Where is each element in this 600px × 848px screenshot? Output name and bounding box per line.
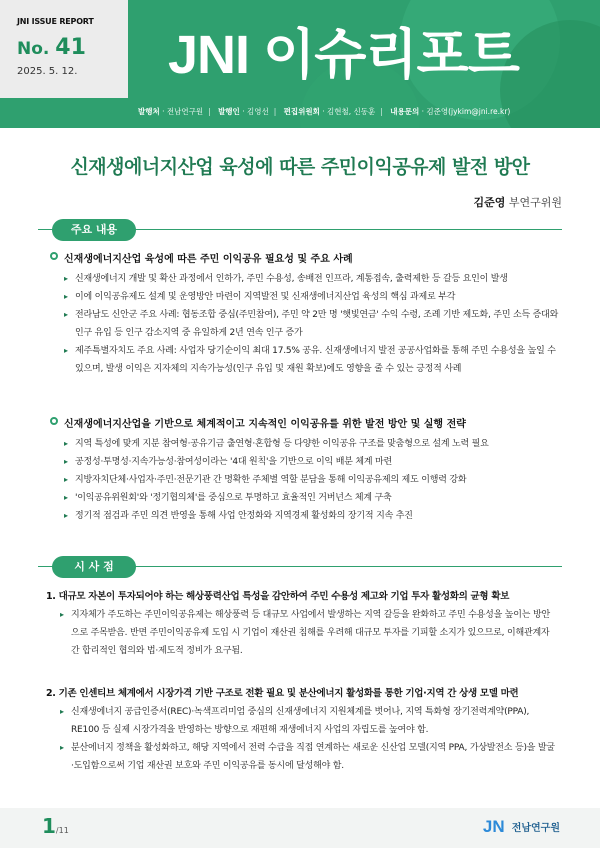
meta-editors: 편집위원회 · 김현철, 신동훈 xyxy=(283,107,376,116)
list-item: ▸ '이익공유위원회'와 '정기협의체'를 중심으로 투명하고 효율적인 거버넌스 체계 구축 xyxy=(64,489,560,507)
issue-info-panel xyxy=(0,0,128,98)
issue-date: 2025. 5. 12. xyxy=(17,66,78,77)
page-current: 1 xyxy=(42,814,56,838)
summary-group-2 xyxy=(50,415,560,525)
bullet-circle-icon xyxy=(50,417,58,425)
bullet-list xyxy=(46,606,556,660)
implication-title: 1. 대규모 자본이 투자되어야 하는 해상풍력산업 특성을 감안하여 주민 수용성 제고와 기업 투자 활성화의 균형 확보 xyxy=(46,591,510,602)
list-item: ▸ 지역 특성에 맞게 지분 참여형·공유기금 출연형·혼합형 등 다양한 이익공유 구조를 맞춤형으로 설계 노력 필요 xyxy=(64,435,560,453)
list-item: ▸ 신재생에너지 개발 및 확산 과정에서 인하가, 주민 수용성, 송배전 인프라, 계통접속, 출력제한 등 갈등 요인이 발생 xyxy=(64,270,560,288)
publication-meta: 발행처 · 전남연구원 | 발행인 · 김영선 | 편집위원회 · 김현철, 신동훈 | 내용문의 · 김준영(jykim@jni.re.kr) xyxy=(138,107,511,116)
implication-1 xyxy=(46,588,556,660)
meta-contact: 내용문의 · 김준영(jykim@jni.re.kr) xyxy=(390,107,511,116)
bullet-list xyxy=(50,435,560,525)
list-item: ▸ 신재생에너지 공급인증서(REC)·녹색프리미엄 중심의 신재생에너지 지원체계를 벗어나, 지역 특화형 장기전력계약(PPA), RE100 등 실제 시장가격을 반영하는 방향으로 재편해 재생에너지 사업의 자립도를 높여야 함. xyxy=(60,703,556,739)
list-item: ▸ 전라남도 신안군 주요 사례: 협동조합 중심(주민참여), 주민 약 2만 명 '햇빛연금' 수익 수령, 조례 기반 제도화, 주민 소득 증대와 인구 유입 등 인구 감소지역 중 유일하게 2년 연속 인구 증가 xyxy=(64,306,560,342)
summary-group-1 xyxy=(50,250,560,378)
logo-mark-icon: JN xyxy=(482,816,505,836)
bullet-list xyxy=(50,270,560,378)
page-total: /11 xyxy=(55,826,69,835)
page-footer xyxy=(0,808,600,848)
list-item: ▸ 분산에너지 정책을 활성화하고, 해당 지역에서 전력 수급을 직접 연계하는 새로운 신산업 모델(지역 PPA, 가상발전소 등)을 발굴·도입함으로써 기업 재산권 보호와 주민 이익공유를 동시에 달성해야 함. xyxy=(60,739,556,775)
group-title: 신재생에너지산업 육성에 따른 주민 이익공유 필요성 및 주요 사례 xyxy=(50,250,560,265)
meta-publisher: 발행처 · 전남연구원 xyxy=(138,107,204,116)
issue-number-prefix: No. xyxy=(17,39,50,59)
list-item: ▸ 제주특별자치도 주요 사례: 사업자 당기순이익 최대 17.5% 공유. 신재생에너지 발전 공공사업화를 통해 주민 수용성을 높일 수 있으며, 발생 이익은 지자체의 지속가능성(인구 유입 및 재원 확보)에도 영향을 줄 수 있는 긍정적 사례 xyxy=(64,342,560,378)
issue-number xyxy=(17,35,86,60)
issue-label: JNI ISSUE REPORT xyxy=(17,17,94,26)
institute-logo xyxy=(483,816,560,840)
summary-section-header xyxy=(38,219,562,241)
bullet-circle-icon xyxy=(50,252,58,260)
list-item: ▸ 공정성·투명성·지속가능성·참여성이라는 '4대 원칙'을 기반으로 이익 배분 체계 마련 xyxy=(64,453,560,471)
bullet-list xyxy=(46,703,556,775)
implication-title: 2. 기존 인센티브 체계에서 시장가격 기반 구조로 전환 필요 및 분산에너지 활성화를 통한 기업·지역 간 상생 모델 마련 xyxy=(46,688,519,699)
meta-issuer: 발행인 · 김영선 xyxy=(218,107,269,116)
list-item: ▸ 정기적 점검과 주민 의견 반영을 통해 사업 안정화와 지역경제 활성화의 장기적 지속 추진 xyxy=(64,507,560,525)
issue-number-value: 41 xyxy=(55,35,86,60)
author-name: 김준영 xyxy=(473,196,506,209)
author-line xyxy=(473,194,562,210)
author-position: 부연구위원 xyxy=(508,196,562,209)
page-number xyxy=(42,814,69,838)
implications-section-header xyxy=(38,556,562,578)
list-item: ▸ 지자체가 주도하는 주민이익공유제는 해상풍력 등 대규모 사업에서 발생하는 지역 갈등을 완화하고 주민 수용성을 높이는 방안으로 주목받음. 반면 주민이익공유제 도입 시 기업이 재산권 침해를 우려해 대규모 투자를 기피할 소지가 있으므로, 이해관계자 간 합리적인 협의와 법·제도적 정비가 요구됨. xyxy=(60,606,556,660)
group-title: 신재생에너지산업을 기반으로 체계적이고 지속적인 이익공유를 위한 발전 방안 및 실행 전략 xyxy=(50,415,560,430)
logo-name: 전남연구원 xyxy=(511,823,560,834)
list-item: ▸ 지방자치단체·사업자·주민·전문기관 간 명확한 주체별 역할 분담을 통해 이익공유제의 제도 이행력 강화 xyxy=(64,471,560,489)
document-title: 신재생에너지산업 육성에 따른 주민이익공유제 발전 방안 xyxy=(70,156,530,178)
list-item: ▸ 이에 이익공유제도 설계 및 운영방안 마련이 지역발전 및 신재생에너지산업 육성의 핵심 과제로 부각 xyxy=(64,288,560,306)
summary-section-label: 주요 내용 xyxy=(52,219,136,241)
implication-2 xyxy=(46,685,556,775)
report-series-title: JNI 이슈리포트 xyxy=(168,25,519,85)
report-header xyxy=(0,0,600,128)
implications-section-label: 시 사 점 xyxy=(52,556,136,578)
